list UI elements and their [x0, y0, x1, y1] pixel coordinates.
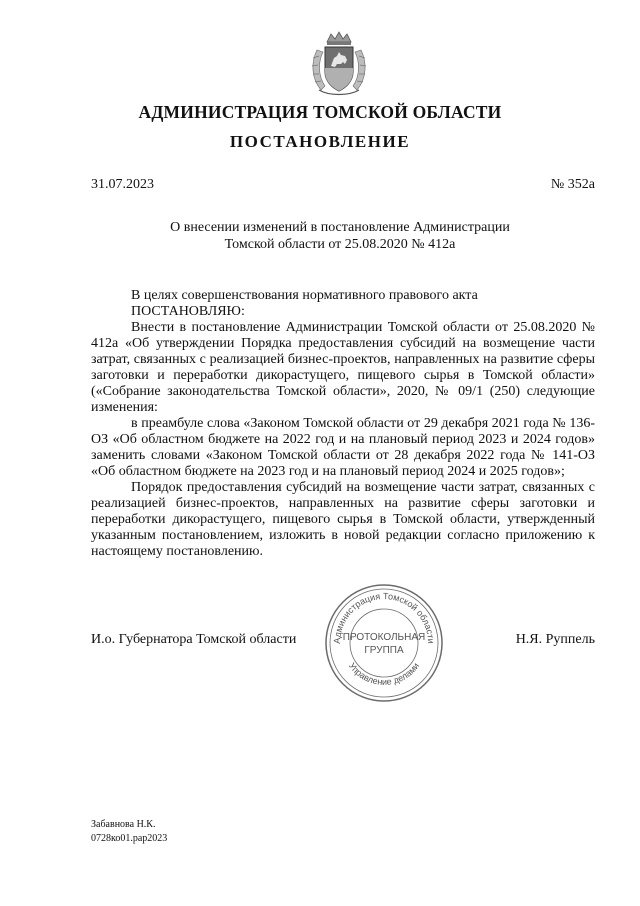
stamp-center-line: ГРУППА — [364, 645, 404, 656]
stamp-ring-top: Администрация Томской области — [331, 590, 437, 644]
item-paragraph: Порядок предоставления субсидий на возмещение части затрат, связанных с реализацией бизнес-проектов, направленных на развитие сферы заготовки и переработки дикорастущего, пищевого сырья в Томской области, утвержденный указанным постановлением, изложить в новой редакции согласно приложению к настоящему постановлению. — [91, 480, 595, 559]
protocol-stamp-icon — [323, 582, 445, 704]
subject-line: Томской области от 25.08.2020 № 412а — [224, 236, 456, 252]
document-type: ПОСТАНОВЛЕНИЕ — [229, 132, 411, 151]
document-date: 31.07.2023 — [91, 177, 154, 192]
signatory-name: Н.Я. Руппель — [515, 632, 595, 647]
document-number: № 352а — [550, 177, 595, 192]
document-subject — [150, 220, 530, 253]
signatory-position: И.о. Губернатора Томской области — [91, 632, 297, 647]
item-paragraph: в преамбуле слова «Законом Томской области от 29 декабря 2021 года № 136-ОЗ «Об областном бюджете на 2022 год и на плановый период 2023 и 2024 годов» заменить словами «Законом Томской области от 28 декабря 2022 года № 141-ОЗ «Об областном бюджете на 2023 год и на плановый период 2024 и 2025 годов»; — [91, 416, 595, 479]
document-footer — [91, 818, 167, 846]
organization-title: АДМИНИСТРАЦИЯ ТОМСКОЙ ОБЛАСТИ — [138, 102, 502, 122]
purpose-paragraph: В целях совершенствования нормативного правового акта — [131, 288, 478, 303]
coat-of-arms-icon — [303, 28, 375, 100]
stamp-ring-bottom: Управление делами — [346, 660, 422, 687]
stamp-center-line: ПРОТОКОЛЬНАЯ — [342, 632, 426, 643]
executor-name: Забавнова Н.К. — [91, 819, 156, 830]
file-code: 0728ко01.рар2023 — [91, 833, 168, 844]
resolve-paragraph: ПОСТАНОВЛЯЮ: — [131, 304, 245, 319]
document-body — [91, 288, 595, 560]
subject-line: О внесении изменений в постановление Администрации — [170, 220, 510, 235]
intro-paragraph: Внести в постановление Администрации Томской области от 25.08.2020 № 412а «Об утверждении Порядка предоставления субсидий на возмещение части затрат, связанных с реализацией бизнес-проектов, направленных на развитие сферы заготовки и переработки дикорастущего, пищевого сырья в Томской области» («Собрание законодательства Томской области», 2020, № 09/1 (250) следующие изменения: — [91, 320, 595, 415]
